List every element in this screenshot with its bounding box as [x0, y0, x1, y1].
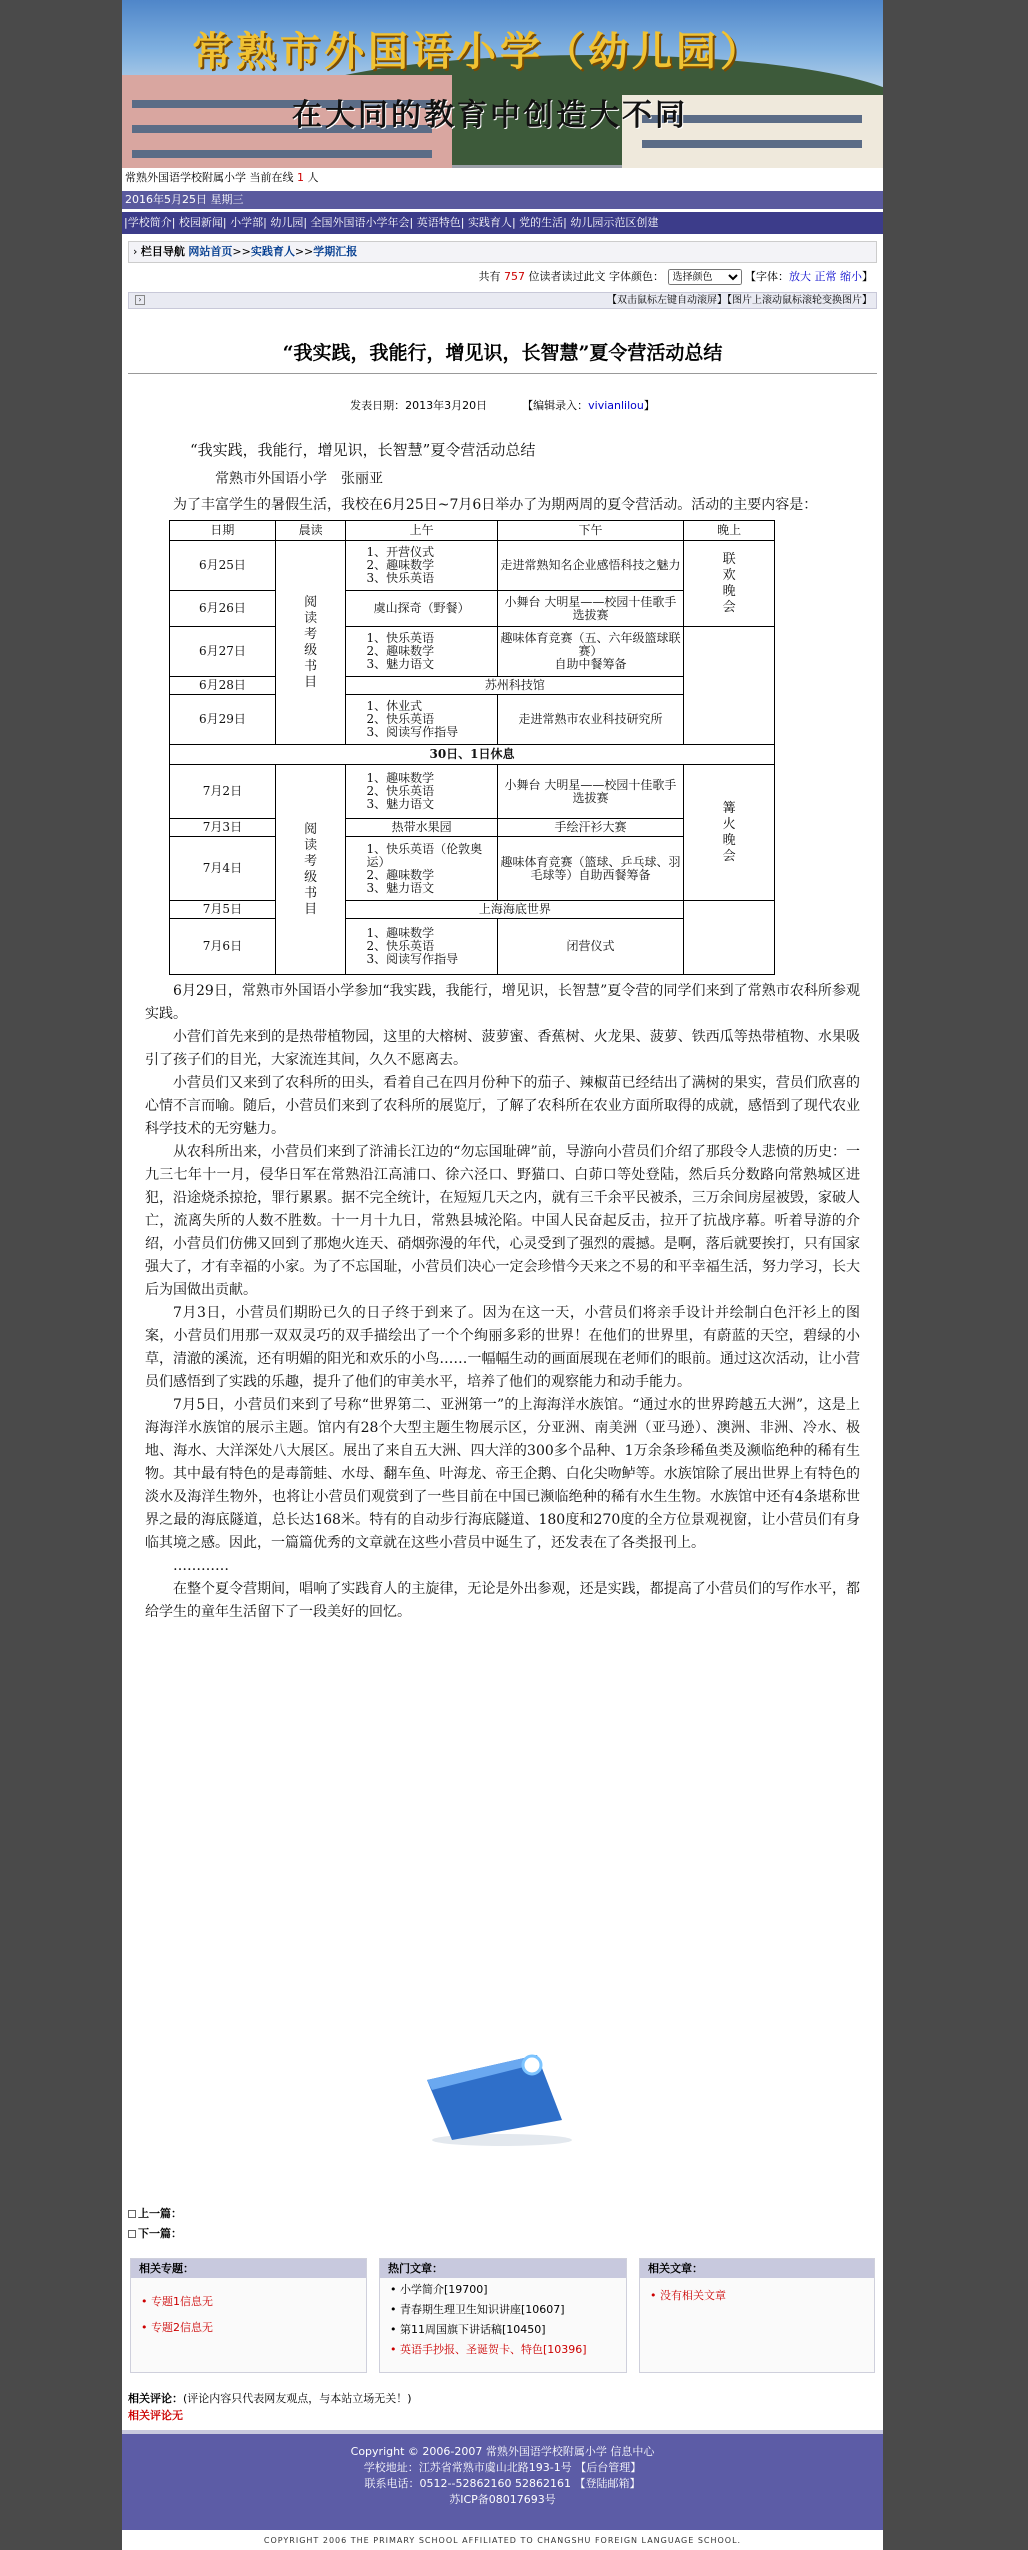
- font-larger-link[interactable]: 放大: [789, 270, 811, 283]
- comments-note: (评论内容只代表网友观点，与本站立场无关！): [183, 2392, 412, 2405]
- evening-cell: [684, 765, 775, 901]
- paragraph: 从农科所出来，小营员们来到了浒浦长江边的“勿忘国耻碑”前，导游向小营员们介绍了那段令人悲愤的历史：一九三七年十一月，侵华日军在常熟沿江高浦口、徐六泾口、野猫口、白茆口等处登陆，然后兵分数路向常熟城区进犯，沿途烧杀掠抢，罪行累累。据不完全统计，在短短几天之内，就有三千余平民被杀，三万余间房屋被毁，家破人亡，流离失所的人数不胜数。十一月十九日，常熟县城沦陷。中国人民奋起反击，拉开了抗战序幕。听着导游的介绍，小营员们仿佛又回到了那炮火连天、硝烟弥漫的年代，心灵受到了强烈的震撼。是啊，落后就要挨打，只有国家强大了，才有幸福的小家。为了不忘国耻，小营员们决心一定会珍惜今天来之不易的和平幸福生活，努力学习，长大后为国做出贡献。: [145, 1144, 860, 1298]
- date-cell: 6月29日: [170, 695, 276, 745]
- banner-window-row: [132, 150, 432, 158]
- scroll-tips: 【双击鼠标左键自动滚屏】【图片上滚动鼠标滚轮变换图片】: [607, 295, 872, 306]
- am-cell: 热带水果园: [346, 819, 497, 837]
- related-topic-text: 专题2信息无: [151, 2321, 213, 2334]
- related-article-text: 没有相关文章: [660, 2289, 726, 2302]
- nav-item[interactable]: 实践育人: [467, 216, 512, 229]
- morning-read-cell: [275, 541, 346, 745]
- evening-text: 篝火晚会: [722, 800, 736, 864]
- breadcrumb-current-link[interactable]: 学期汇报: [313, 245, 358, 258]
- pm-cell: 走进常熟市农业科技研究所: [497, 695, 684, 745]
- pm-cell: 走进常熟知名企业感悟科技之魅力: [497, 541, 684, 591]
- hot-article-text: 小学简介[19700]: [400, 2283, 488, 2296]
- date-cell: 7月4日: [170, 837, 276, 901]
- header-cell: 晨读: [275, 521, 346, 541]
- am-cell: 苏州科技馆: [346, 677, 684, 695]
- breadcrumb: › 栏目导航 网站首页>>实践育人>>学期汇报: [128, 241, 877, 263]
- date-bar: 2016年5月25日 星期三: [122, 191, 883, 209]
- title-divider: [128, 373, 877, 374]
- arrow-icon: ›: [135, 295, 145, 305]
- related-articles-box: [639, 2258, 875, 2373]
- nav-item[interactable]: 幼儿园: [270, 216, 304, 229]
- date-cell: 7月6日: [170, 919, 276, 975]
- editor-label: 【编辑录入：: [522, 399, 589, 412]
- article-author: 常熟市外国语小学 张丽亚: [215, 471, 383, 487]
- table-row: [170, 541, 775, 591]
- breadcrumb-arrow-icon: ›: [133, 245, 138, 258]
- nav-item[interactable]: 小学部: [230, 216, 264, 229]
- hot-article-text: 英语手抄报、圣诞贺卡、特色[10396]: [400, 2343, 587, 2356]
- pm-cell: 闭营仪式: [497, 919, 684, 975]
- table-row: [170, 901, 775, 919]
- publish-date: 发表日期：2013年3月20日: [350, 399, 488, 412]
- table-row: [170, 627, 775, 677]
- header-cell: 晚上: [684, 521, 775, 541]
- reader-count: 757: [504, 270, 525, 283]
- am-cell: 1、快乐英语 2、趣味数学 3、魅力语文: [346, 627, 497, 677]
- related-topic-item[interactable]: • 专题2信息无: [141, 2321, 213, 2334]
- article-tools: [128, 267, 877, 287]
- hot-articles-box: [379, 2258, 627, 2373]
- online-count-bar: [122, 168, 883, 188]
- hot-article-item[interactable]: • 英语手抄报、圣诞贺卡、特色[10396]: [390, 2343, 587, 2356]
- nav-item[interactable]: 党的生活: [519, 216, 564, 229]
- breadcrumb-label: 栏目导航: [140, 245, 185, 258]
- pm-cell: 小舞台 大明星——校园十佳歌手选拔赛: [497, 591, 684, 627]
- am-cell: 1、开营仪式 2、趣味数学 3、快乐英语: [346, 541, 497, 591]
- comments-header: [128, 2390, 412, 2406]
- hot-article-item[interactable]: • 青春期生理卫生知识讲座[10607]: [390, 2303, 565, 2316]
- rest-cell: 30日、1日休息: [170, 745, 775, 765]
- font-size-end: 】: [862, 270, 873, 283]
- paragraph: 6月29日，常熟市外国语小学参加“我实践，我能行，增见识，长智慧”夏令营的同学们来到了常熟市农科所参观实践。: [145, 983, 860, 1022]
- header-cell: 日期: [170, 521, 276, 541]
- editor-link[interactable]: vivianlilou: [588, 399, 644, 412]
- nav-item[interactable]: 学校简介: [127, 216, 172, 229]
- date-cell: 7月2日: [170, 765, 276, 819]
- reader-prefix: 共有: [478, 270, 501, 283]
- morning-read-cell: [275, 765, 346, 975]
- related-articles-title: 相关文章：: [640, 2259, 874, 2278]
- pm-cell: 手绘汗衫大赛: [497, 819, 684, 837]
- table-row: [170, 745, 775, 765]
- pm-cell: 小舞台 大明星——校园十佳歌手选拔赛: [497, 765, 684, 819]
- am-cell: 1、休业式 2、快乐英语 3、阅读写作指导: [346, 695, 497, 745]
- paragraph: 7月5日，小营员们来到了号称“世界第二、亚洲第一”的上海海洋水族馆。“通过水的世界跨越五大洲”，这是上海海洋水族馆的展示主题。馆内有28个大型主题生物展示区，分亚洲、南美洲（亚马逊）、澳洲、非洲、冷水、极地、海水、大洋深处八大展区。展出了来自五大洲、四大洋的300多个品种、1万余条珍稀鱼类及濒临绝种的稀有生物。其中最有特色的是毒箭蛙、水母、翻车鱼、叶海龙、帝王企鹅、白化尖吻鲈等。水族馆除了展出世界上有特色的淡水及海洋生物外，也将让小营员们观赏到了一些目前在中国已濒临绝种的稀有水生生物。水族馆中还有4条堪称世界之最的海底隧道，总长达168米。特有的自动步行海底隧道、180度和270度的全方位景观视窗，让小营员们有身临其境之感。因此，一篇篇优秀的文章就在这些小营员中诞生了，还发表在了各类报刊上。: [145, 1397, 860, 1551]
- evening-cell-empty: [684, 901, 775, 975]
- paragraph: 7月3日，小营员们期盼已久的日子终于到来了。因为在这一天，小营员们将亲手设计并绘制白色汗衫上的图案，小营员们用那一双双灵巧的双手描绘出了一个个绚丽多彩的世界！在他们的世界里，有蔚蓝的天空，碧绿的小草，清澈的溪流，还有明媚的阳光和欢乐的小鸟……一幅幅生动的画面展现在老师们的眼前。通过这次活动，让小营员们感悟到了实践的乐趣，提升了他们的审美水平，培养了他们的观察能力和动手能力。: [145, 1305, 860, 1390]
- related-article-item: • 没有相关文章: [650, 2289, 726, 2302]
- footer-phone: 联系电话：0512--52862160 52862161 【登陆邮箱】: [364, 2477, 641, 2490]
- hot-articles-title: 热门文章：: [380, 2259, 626, 2278]
- footer-copyright-en: COPYRIGHT 2006 THE PRIMARY SCHOOL AFFILIATED TO CHANGSHU FOREIGN LANGUAGE SCHOOL.: [122, 2532, 883, 2550]
- nav-item[interactable]: 全国外国语小学年会: [310, 216, 410, 229]
- article-intro: 为了丰富学生的暑假生活，我校在6月25日~7月6日举办了为期两周的夏令营活动。活动的主要内容是：: [173, 497, 818, 513]
- article-meta: [122, 397, 883, 413]
- am-cell: 上海海底世界: [346, 901, 684, 919]
- nav-item[interactable]: 英语特色: [416, 216, 461, 229]
- am-cell: 虞山探奇（野餐）: [346, 591, 497, 627]
- online-suffix: 人: [307, 171, 319, 184]
- footer: [122, 2430, 883, 2530]
- reader-mid: 位读者读过此文 字体颜色：: [528, 270, 664, 283]
- date-cell: 6月28日: [170, 677, 276, 695]
- page: [122, 0, 883, 2550]
- am-cell: 1、快乐英语（伦敦奥运） 2、趣味数学 3、魅力语文: [346, 837, 497, 901]
- comments-none: 相关评论无: [128, 2409, 183, 2422]
- footer-icp[interactable]: 苏ICP备08017693号: [449, 2493, 556, 2506]
- breadcrumb-home-link[interactable]: 网站首页: [188, 245, 233, 258]
- next-article[interactable]: [128, 2225, 182, 2241]
- hot-article-text: 第11周国旗下讲话稿[10450]: [400, 2323, 546, 2336]
- main-nav: |学校简介| 校园新闻| 小学部| 幼儿园| 全国外国语小学年会| 英语特色| 实践育人| 党的生活| 幼儿园示范区创建: [122, 212, 883, 234]
- prev-label: 上一篇：: [138, 2207, 182, 2220]
- evening-text: 联欢晚会: [722, 551, 736, 615]
- square-icon: [128, 2210, 136, 2218]
- decorative-card-image: [412, 2040, 582, 2150]
- school-slogan: 在大同的教育中创造大不同: [292, 98, 688, 133]
- school-name: 常熟市外国语小学（幼儿园）: [192, 28, 764, 75]
- date-cell: 6月26日: [170, 591, 276, 627]
- nav-item[interactable]: 校园新闻: [178, 216, 223, 229]
- font-smaller-link[interactable]: 缩小: [840, 270, 862, 283]
- banner-window-row: [642, 140, 862, 148]
- morning-read-text: 阅读考级书目: [304, 594, 318, 690]
- related-topics-box: [130, 2258, 367, 2373]
- paragraph: 在整个夏令营期间，唱响了实践育人的主旋律，无论是外出参观，还是实践，都提高了小营员们的写作水平，都给学生的童年生活留下了一段美好的回忆。: [145, 1581, 860, 1620]
- breadcrumb-section-link[interactable]: 实践育人: [250, 245, 295, 258]
- font-color-select[interactable]: [668, 269, 742, 285]
- footer-address: 学校地址：江苏省常熟市虞山北路193-1号 【后台管理】: [363, 2461, 642, 2474]
- header-cell: 下午: [497, 521, 684, 541]
- am-cell: 1、趣味数学 2、快乐英语 3、魅力语文: [346, 765, 497, 819]
- table-header-row: [170, 521, 775, 541]
- related-topic-item[interactable]: • 专题1信息无: [141, 2295, 213, 2308]
- online-prefix: 常熟外国语学校附属小学 当前在线: [125, 171, 294, 184]
- pm-cell: 趣味体育竞赛（篮球、乒乓球、羽毛球等）自助西餐筹备: [497, 837, 684, 901]
- related-topics-title: 相关专题：: [131, 2259, 366, 2278]
- evening-cell: [684, 541, 775, 627]
- footer-copyright: Copyright © 2006-2007 常熟外国语学校附属小学 信息中心: [350, 2445, 655, 2458]
- font-normal-link[interactable]: 正常: [814, 270, 837, 283]
- pm-cell: 趣味体育竞赛（五、六年级篮球联赛） 自助中餐筹备: [497, 627, 684, 677]
- next-label: 下一篇：: [138, 2227, 182, 2240]
- schedule-table: [169, 520, 775, 975]
- article-heading: “我实践，我能行，增见识，长智慧”夏令营活动总结: [190, 441, 536, 459]
- table-row: [170, 765, 775, 819]
- prev-article[interactable]: [128, 2205, 182, 2221]
- evening-cell-empty: [684, 627, 775, 745]
- am-cell: 1、趣味数学 2、快乐英语 3、阅读写作指导: [346, 919, 497, 975]
- date-cell: 6月25日: [170, 541, 276, 591]
- date-cell: 7月5日: [170, 901, 276, 919]
- paragraph-ellipsis: …………: [173, 1558, 229, 1574]
- nav-item[interactable]: 幼儿园示范区创建: [570, 216, 659, 229]
- related-topic-text: 专题1信息无: [151, 2295, 213, 2308]
- online-count: 1: [297, 171, 304, 184]
- hot-article-item[interactable]: • 第11周国旗下讲话稿[10450]: [390, 2323, 546, 2336]
- article-body: [145, 436, 860, 1624]
- header-cell: 上午: [346, 521, 497, 541]
- article-title: “我实践，我能行，增见识，长智慧”夏令营活动总结: [282, 342, 723, 364]
- font-size-label: 【字体：: [745, 270, 789, 283]
- hot-article-item[interactable]: • 小学简介[19700]: [390, 2283, 488, 2296]
- square-icon: [128, 2230, 136, 2238]
- scroll-tips-bar: [128, 292, 877, 309]
- morning-read-text: 阅读考级书目: [304, 821, 318, 917]
- header-banner: [122, 0, 883, 168]
- paragraph: 小营们首先来到的是热带植物园，这里的大榕树、菠萝蜜、香蕉树、火龙果、菠萝、铁西瓜等热带植物、水果吸引了孩子们的目光，大家流连其间，久久不愿离去。: [145, 1029, 860, 1068]
- date-cell: 6月27日: [170, 627, 276, 677]
- date-cell: 7月3日: [170, 819, 276, 837]
- comments-label: 相关评论：: [128, 2392, 183, 2405]
- editor-end: 】: [643, 399, 655, 412]
- hot-article-text: 青春期生理卫生知识讲座[10607]: [400, 2303, 565, 2316]
- paragraph: 小营员们又来到了农科所的田头，看着自己在四月份种下的茄子、辣椒苗已经结出了满树的果实，营员们欣喜的心情不言而喻。随后，小营员们来到了农科所的展览厅，了解了农科所在农业方面所取得的成就，感悟到了现代农业科学技术的无穷魅力。: [145, 1075, 860, 1137]
